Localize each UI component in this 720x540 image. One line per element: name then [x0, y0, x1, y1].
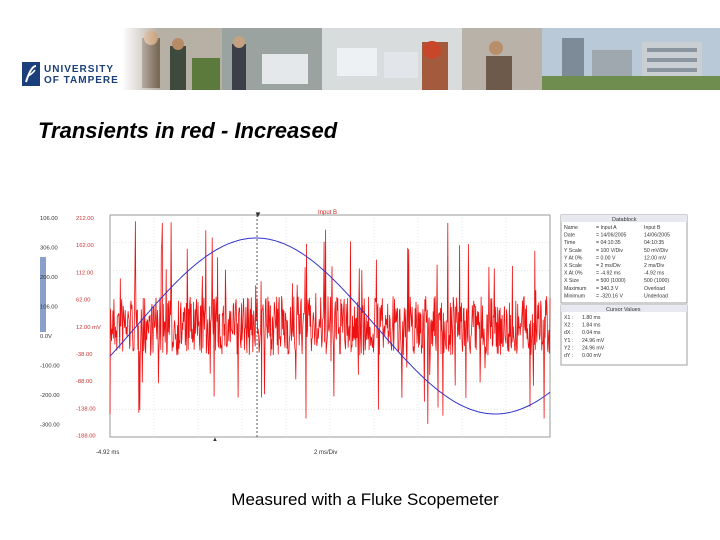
- slide-caption: Measured with a Fluke Scopemeter: [231, 490, 499, 509]
- right-axis-label: 162.00: [76, 243, 94, 250]
- cursor-values-panel: [561, 305, 687, 365]
- left-axis-label: 200.00: [40, 275, 58, 281]
- datablock-cell: Time: [564, 240, 576, 247]
- datablock-cell: = 14/06/2005: [596, 232, 627, 239]
- datablock-cell: X Size: [564, 278, 579, 285]
- university-emblem-icon: [22, 62, 40, 86]
- university-name-line1: UNIVERSITY: [44, 64, 115, 75]
- datablock-cell: = -320.16 V: [596, 293, 623, 300]
- left-axis-label: -200.00: [40, 393, 60, 399]
- right-axis-label: -188.00: [76, 433, 96, 440]
- left-axis-label: 106.00: [40, 216, 58, 222]
- datablock-cell: Input B: [644, 225, 661, 231]
- cursor-cell: 24.96 mV: [582, 345, 605, 352]
- university-name-line2: OF TAMPERE: [44, 75, 119, 86]
- cursor-cell: 0.04 ms: [582, 330, 601, 337]
- cursor-cell: X1 :: [564, 315, 574, 321]
- datablock-cell: -4.92 ms: [644, 270, 665, 277]
- right-axis-label: -38.00: [76, 352, 93, 358]
- cursor-cell: dY :: [564, 353, 574, 359]
- right-axis-label: 212.00: [76, 216, 94, 222]
- datablock-cell: 2 ms/Div: [644, 263, 665, 269]
- datablock-cell: X At 0%: [564, 270, 583, 277]
- datablock-cell: = 04:10:35: [596, 240, 621, 247]
- x-left-label: -4.92 ms: [96, 450, 120, 456]
- right-axis-label: -138.00: [76, 406, 96, 413]
- cursor-cell: 0.00 mV: [582, 353, 602, 359]
- datablock-cell: = 0.00 V: [596, 255, 616, 262]
- datablock-cell: = 500 (1000): [596, 278, 626, 285]
- left-axis-label: -100.00: [40, 363, 60, 370]
- datablock-cell: Y At 0%: [564, 255, 583, 262]
- header-banner: [0, 0, 720, 96]
- datablock-cell: 50 mV/Div: [644, 247, 668, 254]
- x-center-label: 2 ms/Div: [314, 450, 338, 456]
- left-axis-label: 306.00: [40, 245, 58, 252]
- cursor-cell: 1.80 ms: [582, 315, 601, 321]
- right-axis-labels: [76, 216, 101, 440]
- right-axis-label: 112.00: [76, 270, 94, 277]
- slide-title: Transients in red - Increased: [38, 118, 338, 143]
- datablock-cell: 04:10:35: [644, 240, 665, 247]
- left-axis-label: 106.00: [40, 304, 58, 311]
- cursor-cell: X2 :: [564, 322, 574, 329]
- datablock-title: Datablock: [612, 217, 637, 223]
- header-photo-strip: [122, 28, 720, 90]
- cursor-values-title: Cursor Values: [606, 307, 641, 313]
- datablock-cell: Date: [564, 232, 575, 239]
- datablock-cell: Maximum: [564, 285, 587, 292]
- datablock-cell: = 2 ms/Div: [596, 263, 621, 269]
- right-axis-label: -88.00: [76, 379, 93, 386]
- cursor-cell: Y2 :: [564, 345, 574, 352]
- datablock-cell: X Scale: [564, 263, 582, 269]
- datablock-cell: Y Scale: [564, 247, 582, 254]
- datablock-cell: = Input A: [596, 225, 617, 231]
- datablock-cell: Underload: [644, 293, 668, 300]
- cursor-cell: Y1 :: [564, 337, 574, 344]
- right-axis-label: 62.00: [76, 297, 91, 304]
- datablock-cell: 12.00 mV: [644, 255, 667, 262]
- datablock-cell: 14/06/2005: [644, 232, 670, 239]
- channel-label: Input B: [318, 210, 338, 216]
- scopemeter-screenshot: [40, 205, 690, 460]
- datablock-cell: Name: [564, 225, 578, 231]
- datablock-cell: = 100 V/Div: [596, 247, 623, 254]
- datablock-panel: [561, 215, 687, 303]
- left-axis-label: 0.0V: [40, 334, 52, 340]
- datablock-cell: = -4.92 ms: [596, 270, 621, 277]
- datablock-cell: Minimum: [564, 293, 586, 300]
- datablock-cell: = 340.3 V: [596, 285, 619, 292]
- left-axis-label: -300.00: [40, 422, 60, 429]
- right-axis-label: 12.00 mV: [76, 324, 101, 331]
- cursor-cell: 24.96 mV: [582, 337, 605, 344]
- datablock-cell: 500 (1000): [644, 278, 670, 285]
- datablock-cell: Overload: [644, 285, 666, 292]
- university-logo: [22, 62, 122, 88]
- cursor-marker: ▼: [254, 210, 262, 219]
- trigger-marker: ▲: [212, 437, 218, 443]
- window-edge-strip: [40, 257, 46, 332]
- cursor-cell: dX :: [564, 330, 574, 337]
- cursor-cell: 1.84 ms: [582, 322, 601, 329]
